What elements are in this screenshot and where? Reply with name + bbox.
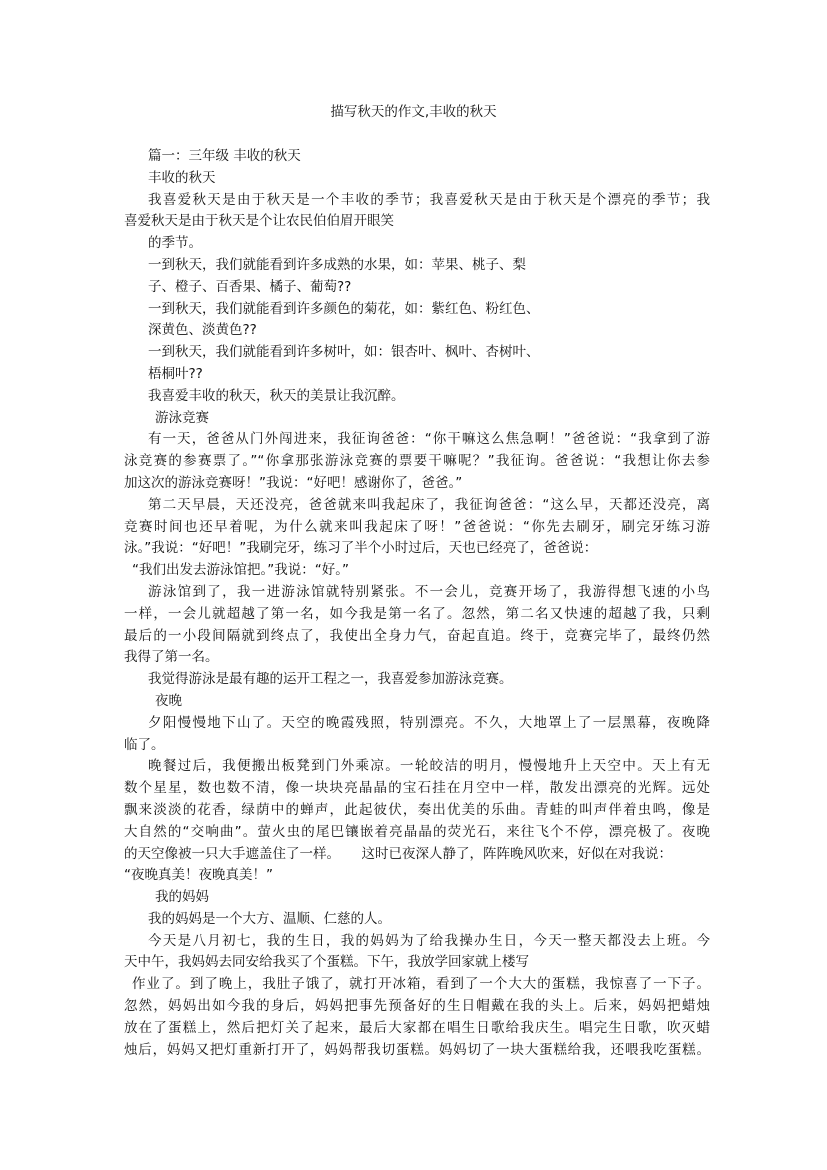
- paragraph-line: 有一天，爸爸从门外闯进来，我征询爸爸：“你干嘛这么焦急啊！”爸爸说：“我拿到了游: [148, 431, 710, 448]
- paragraph-line: 一到秋天，我们就能看到许多颜色的菊花，如：紫红色、粉红色、: [148, 300, 540, 317]
- paragraph-line: 泳竞赛的参赛票了。”“你拿那张游泳竞赛的票要干嘛呢？”我征询。爸爸说：“我想让你去参: [124, 453, 710, 470]
- paragraph-line: 竞赛时间也还早着呢，为什么就来叫我起床了呀！”爸爸说：“你先去刷牙，刷完牙练习游: [124, 518, 710, 535]
- paragraph-line: 加这次的游泳竞赛呀！”我说：“好吧！感谢你了，爸爸。”: [124, 474, 463, 491]
- paragraph-line: “夜晚真美！夜晚真美！”: [124, 867, 273, 884]
- paragraph-line: 大自然的“交响曲”。萤火虫的尾巴镶嵌着亮晶晶的荧光石，来往飞个不停，漂亮极了。夜晚: [124, 823, 710, 840]
- document-title: 描写秋天的作文,丰收的秋天: [330, 104, 497, 120]
- paragraph-line: 放在了蛋糕上，然后把灯关了起来，最后大家都在唱生日歌给我庆生。唱完生日歌，吹灭蜡: [124, 1019, 710, 1036]
- paragraph-line: 晚餐过后，我便搬出板凳到门外乘凉。一轮皎洁的明月，慢慢地升上天空中。天上有无: [148, 758, 710, 775]
- paragraph-line: 数个星星，数也数不清，像一块块亮晶晶的宝石挂在月空中一样，散发出漂亮的光辉。远处: [124, 780, 710, 797]
- paragraph-line: 作业了。到了晚上，我肚子饿了，就打开冰箱，看到了一个大大的蛋糕，我惊喜了一下子。: [132, 976, 710, 993]
- paragraph-line: 最后的一小段间隔就到终点了，我使出全身力气，奋起直追。终于，竞赛完毕了，最终仍然: [124, 627, 710, 644]
- paragraph-line: 夕阳慢慢地下山了。天空的晚霞残照，特别漂亮。不久，大地罩上了一层黑幕，夜晚降: [148, 714, 710, 731]
- document-body: [124, 146, 710, 1061]
- paragraph-line: 第二天早晨，天还没亮，爸爸就来叫我起床了，我征询爸爸：“这么早，天都还没亮，离: [148, 496, 710, 513]
- paragraph-line: 我的妈妈是一个大方、温顺、仁慈的人。: [148, 910, 391, 927]
- paragraph-line: 今天是八月初七，我的生日，我的妈妈为了给我操办生日，今天一整天都没去上班。今: [148, 932, 710, 949]
- paragraph-line: 我得了第一名。: [124, 649, 219, 666]
- paragraph-line: 喜爱秋天是由于秋天是个让农民伯伯眉开眼笑: [124, 213, 394, 230]
- essay-title: 游泳竞赛: [155, 409, 209, 426]
- section-heading: 篇一：三年级 丰收的秋天: [148, 148, 301, 164]
- paragraph-line: 泳。”我说：“好吧！”我刷完牙，练习了半个小时过后，天也已经亮了，爸爸说：: [124, 540, 598, 557]
- essay-title: 我的妈妈: [155, 889, 209, 906]
- paragraph-line: “我们出发去游泳馆把。”我说：“好。”: [132, 562, 349, 579]
- paragraph-line: 一到秋天，我们就能看到许多树叶，如：银杏叶、枫叶、杏树叶、: [148, 344, 540, 361]
- paragraph-line: 一样，一会儿就超越了第一名，如今我是第一名了。忽然，第二名又快速的超越了我，只剩: [124, 605, 710, 622]
- paragraph-line: 的天空像被一只大手遮盖住了一样。 这时已夜深人静了，阵阵晚风吹来，好似在对我说：: [124, 845, 672, 862]
- paragraph-line: 天中午，我妈妈去同安给我买了个蛋糕。下午，我放学回家就上楼写: [124, 954, 529, 971]
- paragraph-line: 忽然，妈妈出如今我的身后，妈妈把事先预备好的生日帽戴在我的头上。后来，妈妈把蜡烛: [124, 998, 710, 1015]
- paragraph-line: 一到秋天，我们就能看到许多成熟的水果，如：苹果、桃子、梨: [148, 256, 526, 273]
- paragraph-line: 临了。: [124, 736, 165, 753]
- paragraph-line: 子、橙子、百香果、橘子、葡萄??: [148, 278, 352, 295]
- paragraph-line: 深黄色、淡黄色??: [148, 322, 257, 339]
- paragraph-line: 飘来淡淡的花香，绿荫中的蝉声，此起彼伏，奏出优美的乐曲。青蛙的叫声伴着虫鸣，像是: [124, 801, 710, 818]
- essay-title: 夜晚: [155, 692, 182, 709]
- paragraph-line: 的季节。: [148, 235, 202, 252]
- paragraph-line: 我觉得游泳是最有趣的运开工程之一，我喜爱参加游泳竞赛。: [148, 671, 513, 688]
- paragraph-line: 我喜爱秋天是由于秋天是一个丰收的季节；我喜爱秋天是由于秋天是个漂亮的季节；我: [148, 191, 710, 208]
- paragraph-line: 我喜爱丰收的秋天，秋天的美景让我沉醉。: [148, 387, 405, 404]
- paragraph-line: 梧桐叶??: [148, 365, 203, 382]
- paragraph-line: 烛后，妈妈又把灯重新打开了，妈妈帮我切蛋糕。妈妈切了一块大蛋糕给我，还喂我吃蛋糕。: [124, 1041, 710, 1058]
- paragraph-line: 游泳馆到了，我一进游泳馆就特别紧张。不一会儿，竞赛开场了，我游得想飞速的小鸟: [148, 583, 710, 600]
- essay-title: 丰收的秋天: [148, 169, 216, 186]
